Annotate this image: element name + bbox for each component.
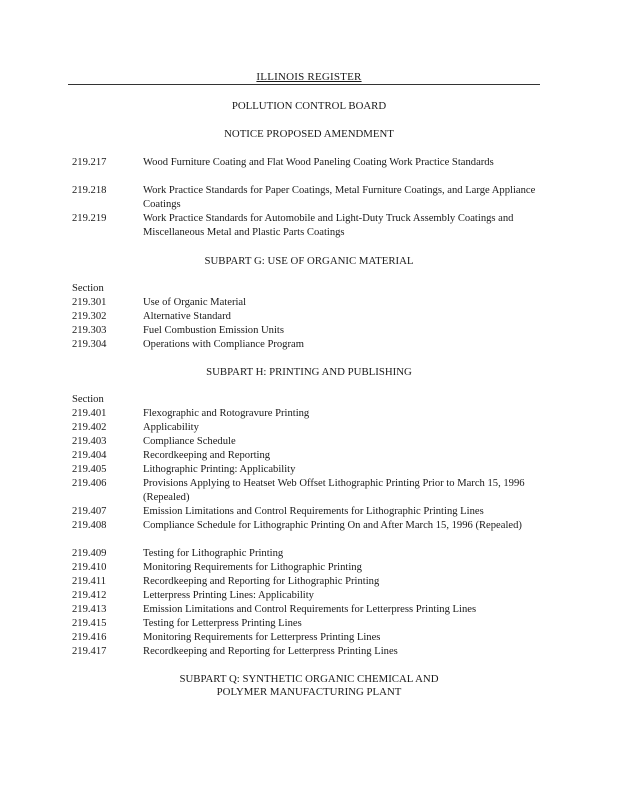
section-number: 219.404 <box>72 450 107 461</box>
section-title: Emission Limitations and Control Requirements for Lithographic Printing Lines <box>143 506 484 517</box>
subpart-q-heading-line2: POLYMER MANUFACTURING PLANT <box>216 686 402 698</box>
section-title: Flexographic and Rotogravure Printing <box>143 408 310 419</box>
subpart-g-heading: SUBPART G: USE OF ORGANIC MATERIAL <box>204 255 414 267</box>
section-number: 219.410 <box>72 562 107 573</box>
section-number: 219.217 <box>72 157 107 168</box>
section-title: Recordkeeping and Reporting <box>143 450 271 461</box>
section-label: Section <box>72 283 104 294</box>
section-number: 219.409 <box>72 548 107 559</box>
section-number: 219.219 <box>72 213 107 224</box>
section-title: Operations with Compliance Program <box>143 339 304 350</box>
section-title: Emission Limitations and Control Requirements for Letterpress Printing Lines <box>143 604 477 615</box>
agency-heading: POLLUTION CONTROL BOARD <box>231 100 387 112</box>
subpart-q-heading-line1: SUBPART Q: SYNTHETIC ORGANIC CHEMICAL AND <box>179 673 439 685</box>
section-title: Applicability <box>143 422 199 433</box>
section-number: 219.407 <box>72 506 107 517</box>
section-title: Recordkeeping and Reporting for Lithographic Printing <box>143 576 380 587</box>
section-label: Section <box>72 394 104 405</box>
section-title: Testing for Letterpress Printing Lines <box>143 618 302 629</box>
section-number: 219.412 <box>72 590 107 601</box>
section-number: 219.408 <box>72 520 107 531</box>
section-number: 219.403 <box>72 436 107 447</box>
section-number: 219.304 <box>72 339 107 350</box>
section-title: Wood Furniture Coating and Flat Wood Paneling Coating Work Practice Standards <box>143 157 494 168</box>
section-number: 219.303 <box>72 325 107 336</box>
register-title: ILLINOIS REGISTER <box>250 71 367 83</box>
section-number: 219.401 <box>72 408 107 419</box>
section-number: 219.218 <box>72 185 107 196</box>
section-title: Monitoring Requirements for Letterpress Printing Lines <box>143 632 381 643</box>
subpart-h-heading: SUBPART H: PRINTING AND PUBLISHING <box>206 366 412 378</box>
section-number: 219.405 <box>72 464 107 475</box>
section-number: 219.301 <box>72 297 107 308</box>
section-number: 219.402 <box>72 422 107 433</box>
section-title: Fuel Combustion Emission Units <box>143 325 284 336</box>
section-number: 219.417 <box>72 646 107 657</box>
section-title: Monitoring Requirements for Lithographic Printing <box>143 562 362 573</box>
header-rule <box>68 84 540 85</box>
section-title: Work Practice Standards for Paper Coatings, Metal Furniture Coatings, and Large Appliance Coatings <box>143 185 536 210</box>
section-title: Compliance Schedule <box>143 436 236 447</box>
section-number: 219.406 <box>72 478 107 489</box>
section-number: 219.416 <box>72 632 107 643</box>
notice-heading: NOTICE PROPOSED AMENDMENT <box>224 128 394 140</box>
section-title: Compliance Schedule for Lithographic Printing On and After March 15, 1996 (Repealed) <box>143 520 522 531</box>
section-title: Letterpress Printing Lines: Applicability <box>143 590 314 601</box>
section-number: 219.415 <box>72 618 107 629</box>
section-title: Alternative Standard <box>143 311 231 322</box>
section-title: Testing for Lithographic Printing <box>143 548 284 559</box>
section-title: Lithographic Printing: Applicability <box>143 464 296 475</box>
register-header <box>0 71 618 83</box>
section-number: 219.413 <box>72 604 107 615</box>
section-title: Use of Organic Material <box>143 297 247 308</box>
section-number: 219.302 <box>72 311 107 322</box>
section-title: Provisions Applying to Heatset Web Offset Lithographic Printing Prior to March 15, 1996 (Repealed) <box>143 478 525 503</box>
section-title: Recordkeeping and Reporting for Letterpress Printing Lines <box>143 646 398 657</box>
section-number: 219.411 <box>72 576 107 587</box>
section-title: Work Practice Standards for Automobile and Light-Duty Truck Assembly Coatings and Miscellaneous Metal and Plastic Parts Coatings <box>143 213 514 238</box>
